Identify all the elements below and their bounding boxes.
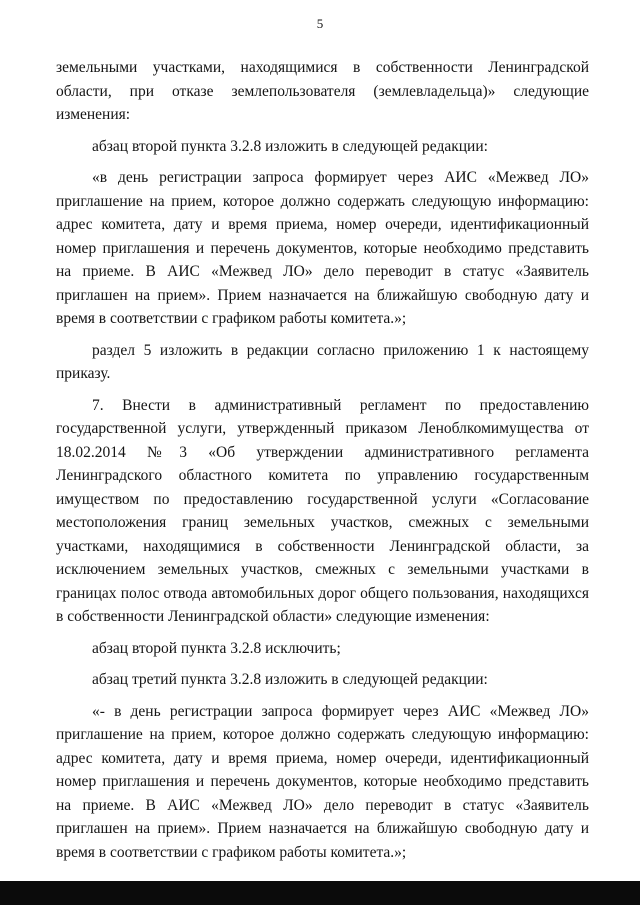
paragraph-section-5: раздел 5 изложить в редакции согласно приложению 1 к настоящему приказу. [56,341,589,382]
paragraph-quoted-text: «в день регистрации запроса формирует через АИС «Межвед ЛО» приглашение на прием, которое должно содержать следующую информацию: адрес комитета, дату и время приема, номер очереди, идентификационный номер приглашения и перечень документов, которые необходимо представить на приеме. В АИС «Межвед ЛО» дело переводит в статус «Заявитель приглашен на прием». Прием назначается на ближайшую свободную дату и время в соответствии с графиком работы комитета.»; [56,169,589,327]
paragraph-amendment-intro: абзац второй пункта 3.2.8 изложить в следующей редакции: [92,137,488,155]
paragraph-quoted-text-2: «- в день регистрации запроса формирует через АИС «Межвед ЛО» приглашение на прием, которое должно содержать следующую информацию: адрес комитета, дату и время приема, номер очереди, идентификационный номер приглашения и перечень документов, которые необходимо представить на приеме. В АИС «Межвед ЛО» дело переводит в статус «Заявитель приглашен на прием». Прием назначается на ближайшую свободную дату и время в соответствии с графиком работы комитета.»; [56,702,589,861]
paragraph-item-7: 7. Внести в административный регламент по предоставлению государственной услуги, утвержденный приказом Леноблкомимущества от 18.02.2014 №3 «Об утверждении административного регламента Ленинградского областного комитета по управлению государственным имуществом по предоставлению государственной услуги «Согласование местоположения границ земельных участков, смежных с земельными участками, находящимися в собственности Ленинградской области, за исключением земельных участков, смежных с земельными участками в границах полос отвода автомобильных дорог общего пользования, находящихся в собственности Ленинградской области» следующие изменения: [56,396,589,625]
scan-edge-bar [0,881,640,905]
paragraph-amendment-third: абзац третий пункта 3.2.8 изложить в следующей редакции: [92,671,488,688]
paragraph-exclude: абзац второй пункта 3.2.8 исключить; [92,639,341,657]
paragraph-continuation: земельными участками, находящимися в собственности Ленинградской области, при отказе землепользователя (землевладельца)» следующие изменения: [56,59,589,123]
page-number: 5 [316,16,324,31]
document-body [56,56,589,872]
